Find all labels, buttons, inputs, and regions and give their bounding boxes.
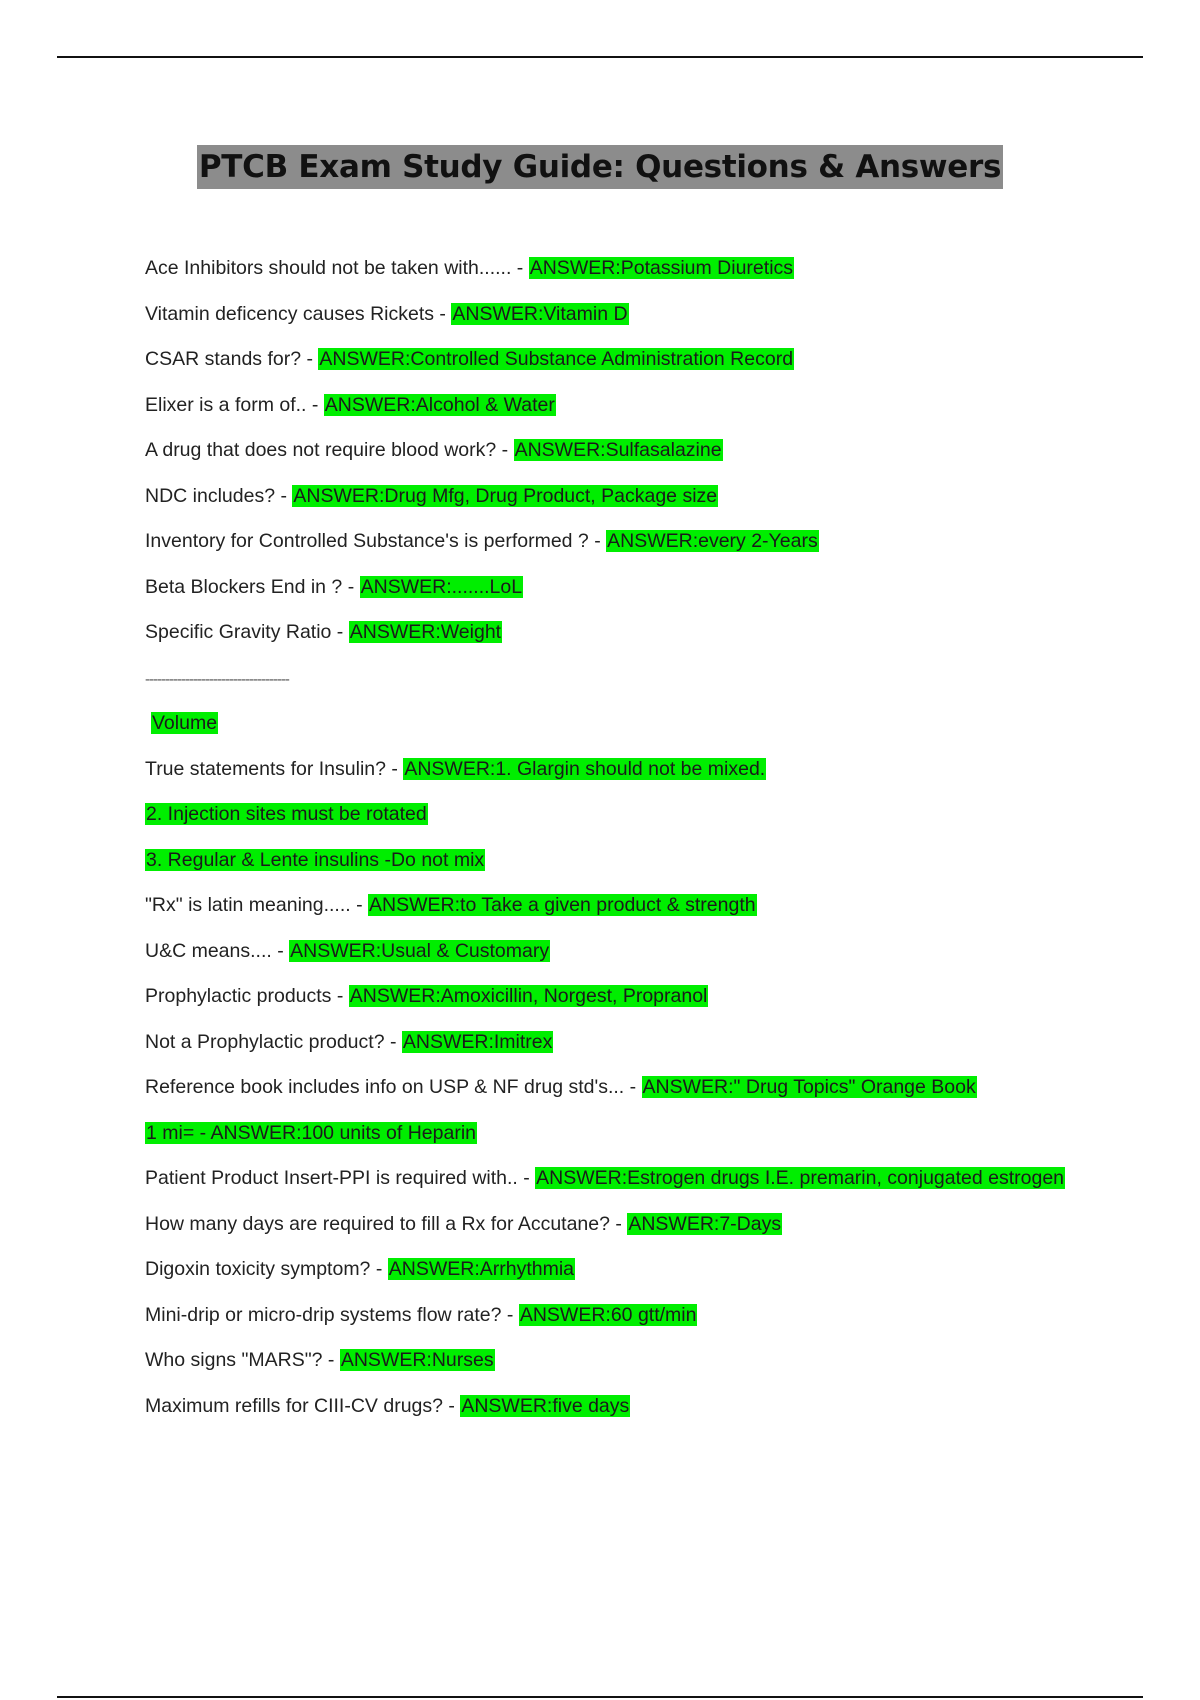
qa-line <box>145 974 1145 1020</box>
question-text: Maximum refills for CIII-CV drugs? - <box>145 1394 461 1417</box>
answer-continuation: 2. Injection sites must be rotated <box>146 803 427 825</box>
answer-text: ANSWER:Vitamin D <box>452 302 628 325</box>
qa-line <box>145 610 1145 656</box>
qa-line <box>145 474 1145 520</box>
answer-continuation: Volume <box>152 712 218 734</box>
bottom-rule <box>57 1696 1143 1698</box>
answer-text: ANSWER:to Take a given product & strength <box>369 894 756 916</box>
answer-text: ANSWER:" Drug Topics" Orange Book <box>642 1076 976 1098</box>
page-title: PTCB Exam Study Guide: Questions & Answers <box>197 145 1003 189</box>
question-text: U&C means.... - <box>145 939 290 962</box>
continuation-line <box>145 701 1145 747</box>
qa-line <box>145 519 1145 565</box>
qa-line <box>145 747 1145 793</box>
answer-text: ANSWER:Usual & Customary <box>290 939 550 962</box>
answer-text: ANSWER:every 2-Years <box>607 530 818 552</box>
question-text: Patient Product Insert-PPI is required with.. - <box>145 1167 536 1189</box>
top-rule <box>57 56 1143 58</box>
answer-continuation: 3. Regular & Lente insulins -Do not mix <box>146 848 485 871</box>
question-text: True statements for Insulin? - <box>145 757 404 780</box>
question-text: Prophylactic products - <box>145 985 349 1007</box>
qa-line <box>145 565 1145 611</box>
qa-line <box>145 246 1145 292</box>
question-text: Reference book includes info on USP & NF drug std's... - <box>145 1076 642 1098</box>
qa-list <box>145 246 1145 1429</box>
qa-line <box>145 383 1145 429</box>
qa-line <box>145 1156 1145 1202</box>
answer-text: ANSWER:Estrogen drugs I.E. premarin, conjugated estrogen <box>536 1167 1065 1189</box>
answer-text: ANSWER:Nurses <box>340 1349 494 1371</box>
question-text: A drug that does not require blood work? - <box>145 439 514 461</box>
question-text: How many days are required to fill a Rx for Accutane? - <box>145 1212 628 1235</box>
answer-text: ANSWER:Sulfasalazine <box>514 439 722 461</box>
qa-line <box>145 883 1145 929</box>
qa-line <box>145 1247 1145 1293</box>
question-text: Specific Gravity Ratio - <box>145 621 349 643</box>
title-container <box>0 145 1200 189</box>
answer-text: ANSWER:Amoxicillin, Norgest, Propranol <box>349 985 708 1007</box>
separator-line <box>145 656 1145 702</box>
qa-line <box>145 1384 1145 1430</box>
dashed-separator: ------------------------------------ <box>145 670 289 688</box>
answer-text: ANSWER:7-Days <box>628 1212 782 1235</box>
question-text: "Rx" is latin meaning..... - <box>145 894 369 916</box>
continuation-line <box>145 792 1145 838</box>
qa-line <box>145 1020 1145 1066</box>
answer-text: ANSWER:Alcohol & Water <box>324 393 555 416</box>
answer-text: ANSWER:Imitrex <box>402 1030 553 1053</box>
qa-line <box>145 1293 1145 1339</box>
answer-text: ANSWER:60 gtt/min <box>519 1303 697 1326</box>
qa-line <box>145 1111 1145 1157</box>
continuation-line <box>145 838 1145 884</box>
answer-text: ANSWER:Arrhythmia <box>388 1258 575 1280</box>
question-text: Who signs "MARS"? - <box>145 1349 340 1371</box>
qa-line <box>145 929 1145 975</box>
question-text: Mini-drip or micro-drip systems flow rate? - <box>145 1303 519 1326</box>
answer-text: ANSWER:.......LoL <box>360 575 523 598</box>
answer-text: ANSWER:five days <box>461 1394 630 1417</box>
qa-line <box>145 337 1145 383</box>
qa-line <box>145 1065 1145 1111</box>
question-text: Beta Blockers End in ? - <box>145 575 360 598</box>
question-text: Inventory for Controlled Substance's is performed ? - <box>145 530 607 552</box>
question-text: NDC includes? - <box>145 484 293 507</box>
answer-text: ANSWER:1. Glargin should not be mixed. <box>404 757 766 780</box>
question-text: Digoxin toxicity symptom? - <box>145 1258 388 1280</box>
qa-line <box>145 1338 1145 1384</box>
question-text: Vitamin deficency causes Rickets - <box>145 302 452 325</box>
question-text: Ace Inhibitors should not be taken with...... - <box>145 257 529 279</box>
question-text: CSAR stands for? - <box>145 348 319 370</box>
answer-text: ANSWER:Weight <box>349 621 502 643</box>
qa-line <box>145 292 1145 338</box>
question-text: Elixer is a form of.. - <box>145 393 324 416</box>
qa-line <box>145 428 1145 474</box>
answer-text: ANSWER:Drug Mfg, Drug Product, Package size <box>293 484 718 507</box>
answer-text: 1 mi= - ANSWER:100 units of Heparin <box>146 1121 477 1144</box>
answer-text: ANSWER:Potassium Diuretics <box>529 257 794 279</box>
question-text: Not a Prophylactic product? - <box>145 1030 402 1053</box>
answer-text: ANSWER:Controlled Substance Administration Record <box>319 348 794 370</box>
qa-line <box>145 1202 1145 1248</box>
